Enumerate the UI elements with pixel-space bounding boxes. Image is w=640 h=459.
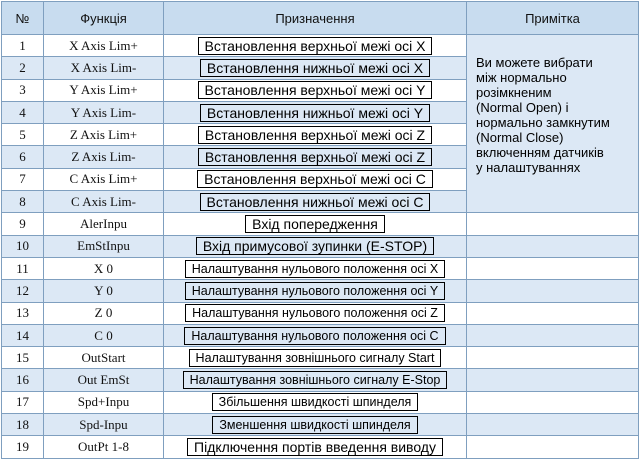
note-empty: [467, 391, 639, 413]
row-function: Z Axis Lim-: [44, 146, 164, 168]
row-num: 15: [2, 347, 44, 369]
row-num: 10: [2, 235, 44, 257]
row-function: EmStInpu: [44, 235, 164, 257]
note-line: (Normal Close): [476, 130, 564, 145]
row-function: Z 0: [44, 302, 164, 324]
row-function: Y 0: [44, 280, 164, 302]
row-purpose-text: Встановлення верхньої межі осі X: [198, 37, 433, 55]
row-purpose-text: Встановлення верхньої межі осі Z: [198, 148, 432, 166]
row-purpose: [164, 347, 467, 369]
row-purpose: [164, 302, 467, 324]
row-purpose: [164, 235, 467, 257]
header-function: Функція: [44, 2, 164, 35]
note-empty: [467, 213, 639, 235]
row-function: Spd-Inpu: [44, 414, 164, 436]
row-purpose: [164, 57, 467, 79]
row-purpose: [164, 369, 467, 391]
row-purpose: [164, 324, 467, 346]
row-purpose-text: Встановлення нижньої межі осі X: [200, 59, 430, 77]
note-line: у налаштуваннях: [476, 160, 581, 175]
header-note: Примітка: [467, 2, 639, 35]
row-num: 17: [2, 391, 44, 413]
table-row: [2, 391, 639, 413]
row-purpose: [164, 124, 467, 146]
row-function: X 0: [44, 257, 164, 279]
row-purpose: [164, 35, 467, 57]
table-row: [2, 257, 639, 279]
row-purpose: [164, 101, 467, 123]
row-function: C Axis Lim-: [44, 191, 164, 213]
row-num: 18: [2, 414, 44, 436]
row-purpose: [164, 391, 467, 413]
note-empty: [467, 280, 639, 302]
row-purpose: [164, 79, 467, 101]
header-purpose: Призначення: [164, 2, 467, 35]
note-empty: [467, 235, 639, 257]
row-purpose-text: Налаштування нульового положення осі C: [184, 327, 445, 345]
table-row: [2, 347, 639, 369]
row-purpose: [164, 414, 467, 436]
table-row: [2, 213, 639, 235]
table-row: [2, 302, 639, 324]
row-num: 2: [2, 57, 44, 79]
note-empty: [467, 436, 639, 458]
note-line: включенням датчиків: [476, 145, 604, 160]
row-num: 8: [2, 191, 44, 213]
row-num: 6: [2, 146, 44, 168]
table-row: [2, 35, 639, 57]
row-purpose: [164, 213, 467, 235]
row-function: C 0: [44, 324, 164, 346]
row-purpose-text: Налаштування зовнішнього сигналу Start: [189, 349, 442, 367]
row-num: 11: [2, 257, 44, 279]
note-line: розімкненим: [476, 85, 552, 100]
row-purpose-text: Встановлення нижньої межі осі Y: [200, 104, 430, 122]
note-line: між нормально: [476, 70, 567, 85]
row-function: C Axis Lim+: [44, 168, 164, 190]
table-row: [2, 436, 639, 458]
row-num: 14: [2, 324, 44, 346]
row-purpose-text: Збільшення швидкості шпинделя: [212, 393, 419, 411]
row-purpose-text: Встановлення верхньої межі осі C: [197, 170, 433, 188]
row-purpose-text: Вхід примусової зупинки (E-STOP): [196, 237, 434, 255]
row-num: 3: [2, 79, 44, 101]
row-purpose-text: Налаштування зовнішнього сигналу E-Stop: [183, 371, 448, 389]
note-empty: [467, 257, 639, 279]
row-function: OutPt 1-8: [44, 436, 164, 458]
note-line: (Normal Open) і: [476, 100, 569, 115]
row-function: Out EmSt: [44, 369, 164, 391]
row-purpose-text: Налаштування нульового положення осі Y: [185, 282, 446, 300]
row-num: 16: [2, 369, 44, 391]
row-purpose-text: Зменшення швидкості шпинделя: [212, 416, 417, 434]
table-row: [2, 324, 639, 346]
row-num: 19: [2, 436, 44, 458]
row-num: 9: [2, 213, 44, 235]
table-row: [2, 280, 639, 302]
row-purpose: [164, 257, 467, 279]
note-empty: [467, 347, 639, 369]
note-line: Ви можете вибрати: [476, 55, 593, 70]
row-purpose-text: Підключення портів введення виводу: [187, 438, 443, 456]
row-purpose-text: Налаштування нульового положення осі X: [185, 260, 446, 278]
row-purpose-text: Встановлення верхньої межі осі Z: [198, 126, 432, 144]
row-purpose: [164, 436, 467, 458]
functions-table: [1, 1, 639, 459]
note-empty: [467, 302, 639, 324]
row-purpose: [164, 191, 467, 213]
row-purpose: [164, 168, 467, 190]
row-function: Y Axis Lim+: [44, 79, 164, 101]
row-function: X Axis Lim-: [44, 57, 164, 79]
row-num: 5: [2, 124, 44, 146]
note-empty: [467, 324, 639, 346]
row-function: Y Axis Lim-: [44, 101, 164, 123]
row-function: OutStart: [44, 347, 164, 369]
row-purpose-text: Вхід попередження: [245, 215, 385, 233]
row-purpose: [164, 146, 467, 168]
row-purpose-text: Налаштування нульового положення осі Z: [185, 304, 445, 322]
note-cell: [467, 35, 639, 213]
row-num: 4: [2, 101, 44, 123]
row-num: 12: [2, 280, 44, 302]
note-empty: [467, 369, 639, 391]
row-function: Z Axis Lim+: [44, 124, 164, 146]
table-row: [2, 235, 639, 257]
header-row: [2, 2, 639, 35]
row-purpose-text: Встановлення верхньої межі осі Y: [198, 81, 433, 99]
note-empty: [467, 414, 639, 436]
row-function: Spd+Inpu: [44, 391, 164, 413]
row-function: X Axis Lim+: [44, 35, 164, 57]
row-num: 13: [2, 302, 44, 324]
row-num: 7: [2, 168, 44, 190]
table-row: [2, 369, 639, 391]
table-row: [2, 414, 639, 436]
header-num: №: [2, 2, 44, 35]
note-line: нормально замкнутим: [476, 115, 610, 130]
row-purpose-text: Встановлення нижньої межі осі C: [200, 193, 431, 211]
row-function: AlerInpu: [44, 213, 164, 235]
row-num: 1: [2, 35, 44, 57]
row-purpose: [164, 280, 467, 302]
